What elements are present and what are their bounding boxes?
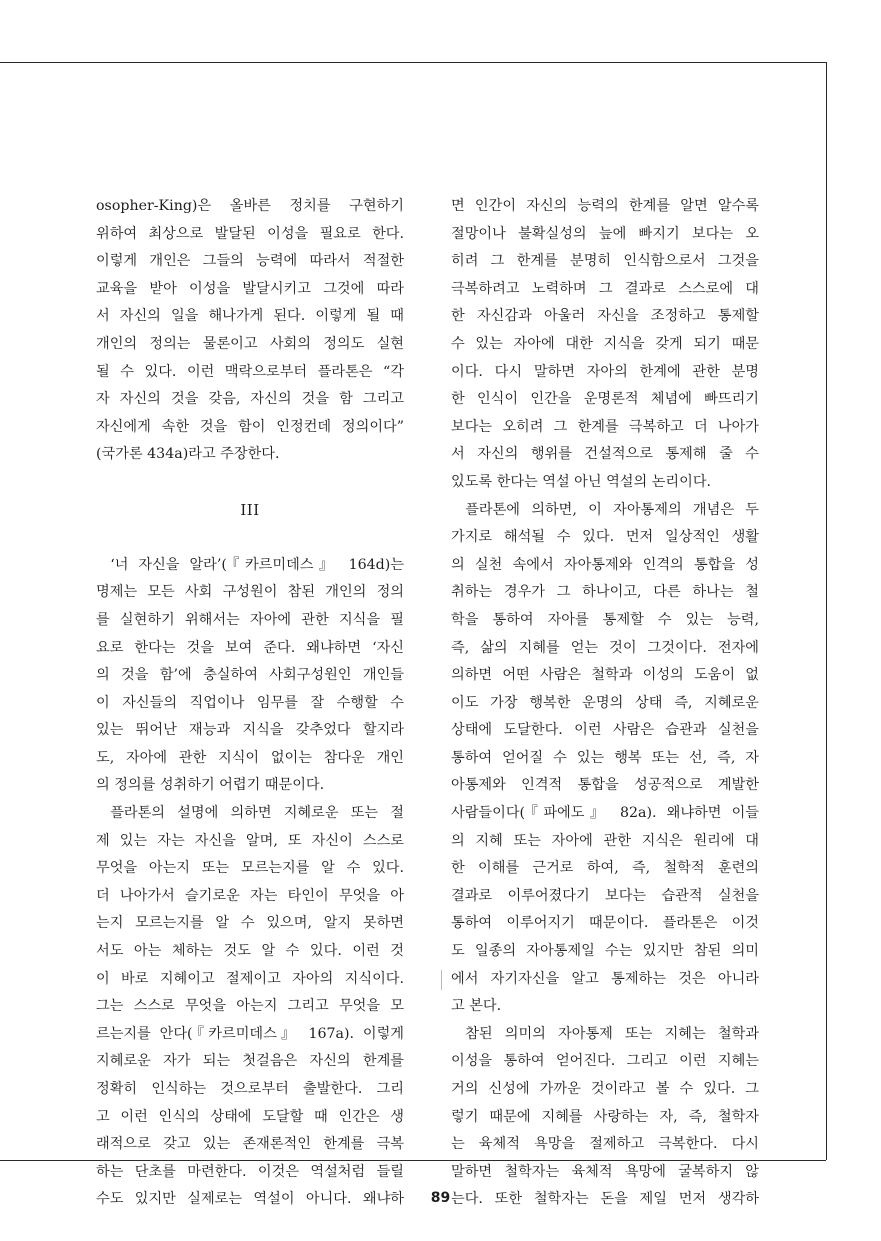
text-line: 하는 단초를 마련한다. 이것은 역설처럼 들릴 bbox=[96, 1163, 404, 1180]
text-line: 학을 통하여 자아를 통제할 수 있는 능력, bbox=[451, 611, 759, 628]
text-line: 를 실현하기 위해서는 자아에 관한 지식을 필 bbox=[96, 611, 404, 628]
text-line: 한 이해를 근거로 하여, 즉, 철학적 훈련의 bbox=[451, 860, 759, 877]
text-line: 는지 모르는지를 알 수 있으며, 알지 못하면 bbox=[96, 915, 404, 932]
text-line: 통하여 얻어질 수 있는 행복 또는 선, 즉, 자 bbox=[451, 749, 759, 766]
gutter-mark bbox=[441, 970, 442, 990]
text-line: 결과로 이루어졌다기 보다는 습관적 실천을 bbox=[451, 887, 759, 904]
text-line: 명제는 모든 사회 구성원이 참된 개인의 정의 bbox=[96, 584, 404, 601]
text-line: (국가론 434a)라고 주장한다. bbox=[96, 446, 280, 463]
page-number: 89 bbox=[430, 1190, 451, 1206]
text-line: 거의 신성에 가까운 것이라고 볼 수 있다. 그 bbox=[451, 1081, 759, 1097]
text-line: 말하면 철학자는 육체적 욕망에 굴복하지 않 bbox=[451, 1163, 759, 1180]
text-line: 서 자신의 행위를 건설적으로 통제해 줄 수 bbox=[451, 446, 759, 463]
text-line: 서 자신의 일을 해나가게 된다. 이렇게 될 때 bbox=[96, 308, 404, 325]
text-line: 는 육체적 욕망을 절제하고 극복한다. 다시 bbox=[451, 1136, 759, 1153]
text-line: 더 나아가서 슬기로운 자는 타인이 무엇을 아 bbox=[96, 887, 404, 904]
text-line: 한 인식이 인간을 운명론적 체념에 빠뜨리기 bbox=[451, 391, 759, 408]
text-line: 요로 한다는 것을 보여 준다. 왜냐하면 ‘자신 bbox=[96, 639, 404, 656]
text-line: 수 있는 자아에 대한 지식을 갖게 되기 때문 bbox=[451, 335, 759, 352]
text-line: 사람들이다(『파에도』 82a). 왜냐하면 이들 bbox=[451, 805, 759, 822]
text-line: 한 자신감과 아울러 자신을 조정하고 통제할 bbox=[451, 308, 759, 325]
text-line: 히려 그 한계를 분명히 인식함으로서 그것을 bbox=[451, 253, 759, 270]
text-line: ‘너 자신을 알라’(『카르미데스』 164d)는 bbox=[110, 556, 404, 573]
text-line: 즉, 삶의 지혜를 얻는 것이 그것이다. 전자에 bbox=[451, 639, 759, 656]
section-heading: III bbox=[240, 500, 260, 519]
text-line: 도 일종의 자아통제일 수는 있지만 참된 의미 bbox=[451, 943, 759, 960]
text-line: 의하면 어떤 사람은 철학과 이성의 도움이 없 bbox=[451, 667, 759, 684]
text-line: 무엇을 아는지 또는 모르는지를 알 수 있다. bbox=[96, 860, 404, 877]
text-line: 이성을 통하여 얻어진다. 그리고 이런 지혜는 bbox=[451, 1053, 759, 1070]
text-line: 래적으로 갖고 있는 존재론적인 한계를 극복 bbox=[96, 1136, 404, 1153]
text-line: 아통제와 인격적 통합을 성공적으로 계발한 bbox=[451, 777, 759, 794]
text-line: 이도 가장 행복한 운명의 상태 즉, 지혜로운 bbox=[451, 694, 759, 711]
text-line: 있도록 한다는 역설 아닌 역설의 논리이다. bbox=[451, 473, 712, 490]
text-line: 절망이나 불확실성의 늪에 빠지기 보다는 오 bbox=[451, 225, 759, 242]
text-line: 렇기 때문에 지혜를 사랑하는 자, 즉, 철학자 bbox=[451, 1108, 759, 1125]
text-line: 교육을 받아 이성을 발달시키고 그것에 따라 bbox=[96, 280, 404, 297]
text-line: 상태에 도달한다. 이런 사람은 습관과 실천을 bbox=[451, 722, 759, 739]
text-line: 도, 자아에 관한 지식이 없이는 참다운 개인 bbox=[96, 749, 404, 766]
text-line: 정확히 인식하는 것으로부터 출발한다. 그리 bbox=[96, 1081, 404, 1097]
text-line: 자 자신의 것을 갖음, 자신의 것을 함 그리고 bbox=[96, 391, 404, 408]
text-line: 보다는 오히려 그 한계를 극복하고 더 나아가 bbox=[451, 418, 759, 435]
text-line: 취하는 경우가 그 하나이고, 다른 하나는 철 bbox=[451, 584, 759, 601]
text-line: 제 있는 자는 자신을 알며, 또 자신이 스스로 bbox=[96, 832, 404, 849]
top-border-rule bbox=[0, 62, 826, 63]
text-line: 서도 아는 체하는 것도 알 수 있다. 이런 것 bbox=[96, 943, 404, 960]
text-line: 통하여 이루어지기 때문이다. 플라톤은 이것 bbox=[451, 915, 759, 932]
text-line: 참된 의미의 자아통제 또는 지혜는 철학과 bbox=[465, 1025, 759, 1042]
text-line: 그는 스스로 무엇을 아는지 그리고 무엇을 모 bbox=[96, 998, 404, 1015]
text-line: 가지로 해석될 수 있다. 먼저 일상적인 생활 bbox=[451, 529, 759, 546]
text-line: 극복하려고 노력하며 그 결과로 스스로에 대 bbox=[451, 280, 759, 297]
text-line: osopher-King)은 올바른 정치를 구현하기 bbox=[96, 198, 404, 214]
text-line: 르는지를 안다(『카르미데스』 167a). 이렇게 bbox=[96, 1025, 404, 1042]
text-line: 면 인간이 자신의 능력의 한계를 알면 알수록 bbox=[451, 198, 759, 214]
text-line: 지혜로운 자가 되는 첫걸음은 자신의 한계를 bbox=[96, 1053, 404, 1070]
text-line: 개인의 정의는 물론이고 사회의 정의도 실현 bbox=[96, 335, 404, 352]
text-line: 자신에게 속한 것을 함이 인정컨데 정의이다” bbox=[96, 418, 404, 435]
right-column bbox=[451, 193, 759, 1214]
text-line: 고 이런 인식의 상태에 도달할 때 인간은 생 bbox=[96, 1108, 404, 1125]
text-line: 는다. 또한 철학자는 돈을 제일 먼저 생각하 bbox=[451, 1191, 759, 1208]
text-line: 의 정의를 성취하기 어렵기 때문이다. bbox=[96, 777, 325, 794]
text-line: 될 수 있다. 이런 맥락으로부터 플라톤은 “각 bbox=[96, 363, 404, 380]
text-line: 플라톤의 설명에 의하면 지혜로운 또는 절 bbox=[110, 805, 404, 822]
text-line: 고 본다. bbox=[451, 998, 502, 1015]
text-line: 위하여 최상으로 발달된 이성을 필요로 한다. bbox=[96, 225, 404, 242]
blank-line bbox=[96, 524, 404, 552]
text-line: 에서 자기자신을 알고 통제하는 것은 아니라 bbox=[451, 970, 759, 987]
text-line: 이렇게 개인은 그들의 능력에 따라서 적절한 bbox=[96, 253, 404, 270]
left-column bbox=[96, 193, 404, 1214]
text-line: 플라톤에 의하면, 이 자아통제의 개념은 두 bbox=[465, 501, 759, 518]
text-line: 의 실천 속에서 자아통제와 인격의 통합을 성 bbox=[451, 556, 759, 573]
text-line: 이 자신들의 직업이나 임무를 잘 수행할 수 bbox=[96, 694, 404, 711]
text-line: 의 것을 함’에 충실하여 사회구성원인 개인들 bbox=[96, 667, 404, 684]
text-line: 이다. 다시 말하면 자아의 한계에 관한 분명 bbox=[451, 363, 759, 380]
blank-line bbox=[96, 469, 404, 497]
right-border-rule bbox=[826, 62, 827, 1160]
text-line: 수도 있지만 실제로는 역설이 아니다. 왜냐하 bbox=[96, 1191, 404, 1208]
text-line: 있는 뛰어난 재능과 지식을 갖추었다 할지라 bbox=[96, 722, 404, 739]
text-line: 의 지혜 또는 자아에 관한 지식은 원리에 대 bbox=[451, 832, 759, 849]
text-line: 이 바로 지혜이고 절제이고 자아의 지식이다. bbox=[96, 970, 404, 987]
